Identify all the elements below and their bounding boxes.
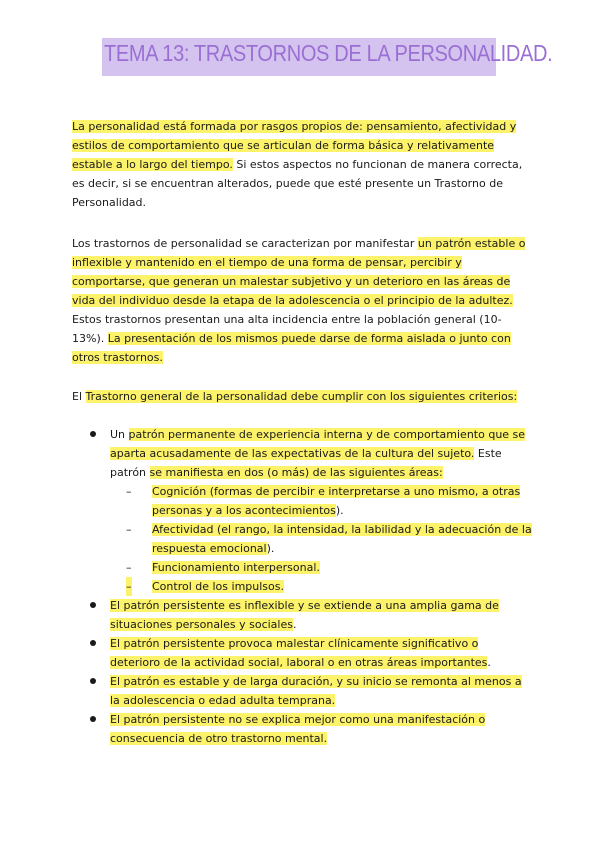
highlight: se manifiesta en dos (o más) de las siguientes áreas: [149, 466, 443, 479]
text: El [72, 390, 86, 403]
highlight: patrón permanente de experiencia interna y de comportamiento que se aparta acusadamente de las expectativas de la cultura del sujeto. [110, 428, 526, 460]
highlight: Control de los impulsos. [152, 580, 284, 593]
paragraph-definition [72, 117, 532, 212]
sub-list-item [120, 577, 532, 596]
text: Los trastornos de personalidad se caracterizan por manifestar [72, 237, 418, 250]
highlight: un patrón estable o inflexible y mantenido en el tiempo de una forma de pensar, percibir y comportarse, que generan un malestar subjetivo y un deterioro en las áreas de vida del individuo desde la etapa de la adolescencia o el principio de la adultez. [72, 237, 526, 307]
highlight: Funcionamiento interpersonal. [152, 561, 320, 574]
highlight: El patrón es estable y de larga duración, y su inicio se remonta al menos a la adolescencia o edad adulta temprana. [110, 675, 522, 707]
paragraph-criteria-intro [72, 387, 532, 406]
text: Si estos aspectos no funcionan de manera correcta, es decir, si se encuentran alterados, puede que esté presente un Trastorno de Personalidad. [72, 158, 523, 209]
list-item [90, 634, 532, 672]
list-item [90, 710, 532, 748]
highlight: El patrón persistente provoca malestar clínicamente significativo o deterioro de la actividad social, laboral o en otras áreas importantes [110, 637, 488, 669]
highlight: Cognición (formas de percibir e interpretarse a uno mismo, a otras personas y a los acontecimientos [152, 485, 521, 517]
areas-sublist [110, 482, 532, 596]
bullet-icon [90, 640, 96, 646]
list-item [90, 672, 532, 710]
dash-icon: – [126, 523, 132, 536]
text: . [487, 656, 491, 669]
criteria-list [90, 425, 532, 748]
highlight: Trastorno general de la personalidad debe cumplir con los siguientes criterios: [85, 390, 518, 403]
bullet-icon [90, 602, 96, 608]
highlight: La personalidad está formada por rasgos propios de: pensamiento, afectividad y estilos de comportamiento que se articulan de forma básica y relativamente estable a lo largo del tiempo. [72, 120, 517, 171]
text: . [292, 618, 297, 631]
sub-list-item [120, 520, 532, 558]
dash-icon: – [126, 561, 132, 574]
bullet-icon [90, 678, 96, 684]
sub-list-item [120, 558, 532, 577]
highlight: La presentación de los mismos puede darse de forma aislada o junto con otros trastornos. [72, 332, 511, 364]
text: Un [110, 428, 129, 441]
dash-icon: – [126, 485, 132, 498]
highlight: El patrón persistente es inflexible y se extiende a una amplia gama de situaciones personales y sociales [110, 599, 499, 631]
bullet-icon [90, 716, 96, 722]
highlight: El patrón persistente no se explica mejor como una manifestación o consecuencia de otro trastorno mental. [110, 713, 486, 745]
text: ). [266, 542, 275, 555]
dash-icon: – [126, 577, 132, 596]
text: ). [335, 504, 344, 517]
paragraph-characteristics [72, 234, 532, 367]
sub-list-item [120, 482, 532, 520]
list-item [90, 596, 532, 634]
list-item [90, 425, 532, 596]
bullet-icon [90, 431, 96, 437]
highlight: Afectividad (el rango, la intensidad, la labilidad y la adecuación de la respuesta emocional [152, 523, 532, 555]
text: Estos trastornos presentan una alta incidencia entre la población general (10-13%). [72, 313, 502, 345]
page-title: TEMA 13: TRASTORNOS DE LA PERSONALIDAD. [104, 40, 553, 66]
text: Este patrón [110, 447, 502, 479]
